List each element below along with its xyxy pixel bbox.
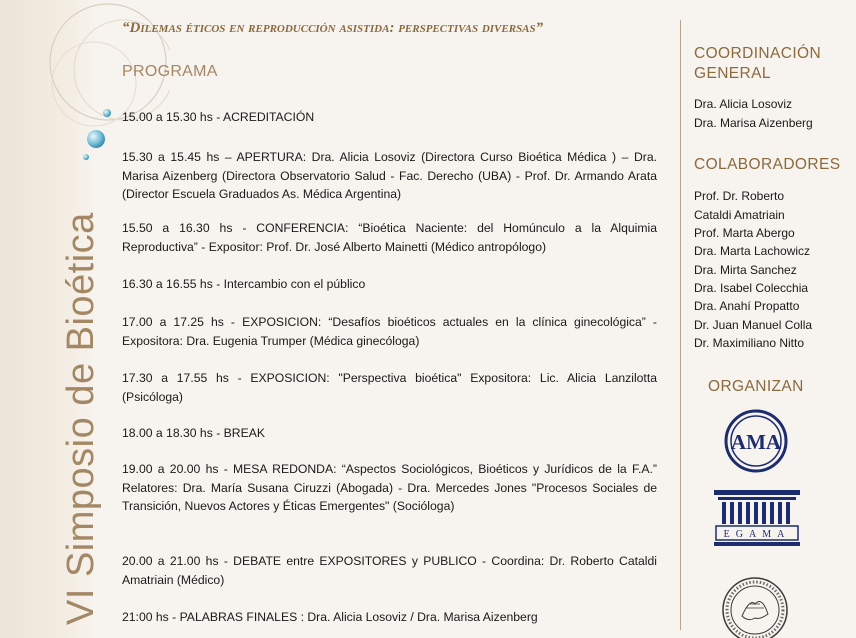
schedule-item: 16.30 a 16.55 hs - Intercambio con el público [122,277,366,291]
colaborador-name: Dra. Anahí Propatto [694,299,800,313]
coordinacion-name: Dra. Alicia Losoviz [694,97,793,111]
organizan-title: ORGANIZAN [708,378,804,395]
schedule-item: 15.30 a 15.45 hs – APERTURA: Dra. Alicia Losoviz (Directora Curso Bioética Médica ) – Dra. Marisa Aizenberg (Directora Observatorio Salud - Fac. Derecho (UBA) - Prof. Dr. Armando Arata (Director Escuela Graduados As. Médica Argentina) [122,150,657,201]
vertical-divider [680,20,681,630]
colaboradores-title: COLABORADORES [694,156,841,173]
document-heading: “Dilemas éticos en reproducción asistida: perspectivas diversas” [122,20,544,36]
seal-icon [720,574,790,638]
blue-bubble-large [87,130,105,148]
colaborador-name: Cataldi Amatriain [694,208,785,222]
coordinacion-title-line2: GENERAL [694,65,771,82]
schedule-item: 21:00 hs - PALABRAS FINALES : Dra. Alicia Losoviz / Dra. Marisa Aizenberg [122,610,538,624]
colaborador-name: Dr. Juan Manuel Colla [694,318,813,332]
colaborador-name: Prof. Marta Abergo [694,226,795,240]
ama-logo [724,409,788,473]
colaborador-name: Dra. Marta Lachowicz [694,244,811,258]
colaborador-name: Dra. Mirta Sanchez [694,263,797,277]
schedule-item: 19.00 a 20.00 hs - MESA REDONDA: “Aspectos Sociológicos, Bioéticos y Jurídicos de la F.A.” Relatores: Dra. María Susana Ciruzzi (Abogada) - Dra. Mercedes Jones "Procesos Sociales de Transición, Nuevos Actores y Éticas Emergentes" (Socióloga) [122,462,657,513]
colaborador-name: Dr. Maximiliano Nitto [694,336,805,350]
seal-lettering-band [727,582,783,638]
blue-bubble-tiny [83,154,89,160]
schedule-item: 18.00 a 18.30 hs - BREAK [122,426,265,440]
egama-logo-text: EGAMA [723,529,791,540]
seal-inner-ring [731,586,779,634]
coordinacion-title-line1: COORDINACIÓN [694,45,822,62]
ama-logo-text: AMA [730,430,782,454]
programa-label: PROGRAMA [122,63,218,80]
schedule-item: 17.30 a 17.55 hs - EXPOSICION: "Perspectiva bioética" Expositora: Lic. Alicia Lanzilotta (Psicóloga) [122,371,657,404]
egama-architrave [718,497,796,500]
schedule-item: 20.00 a 21.00 hs - DEBATE entre EXPOSITORES y PUBLICO - Coordina: Dr. Roberto Cataldi Amatriain (Médico) [122,554,657,587]
side-title: VI Simposio de Bioética [60,212,102,625]
colaborador-name: Prof. Dr. Roberto [694,189,785,203]
egama-logo [712,488,802,550]
egama-roof [714,490,800,495]
schedule-item: 15.00 a 15.30 hs - ACREDITACIÓN [122,110,315,124]
blue-bubble-small [103,109,111,117]
colaborador-name: Dra. Isabel Colecchia [694,281,809,295]
schedule-item: 17.00 a 17.25 hs - EXPOSICION: “Desafíos bioéticos actuales en la clínica ginecológica” - Expositora: Dra. Eugenia Trumper (Médica ginecóloga) [122,315,657,348]
egama-base [714,542,800,546]
coordinacion-name: Dra. Marisa Aizenberg [694,116,813,130]
egama-columns [722,502,790,524]
schedule-item: 15.50 a 16.30 hs - CONFERENCIA: “Bioética Naciente: del Homúnculo a la Alquimia Reproductiva” - Expositor: Prof. Dr. José Alberto Mainetti (Médico antropólogo) [122,221,657,254]
